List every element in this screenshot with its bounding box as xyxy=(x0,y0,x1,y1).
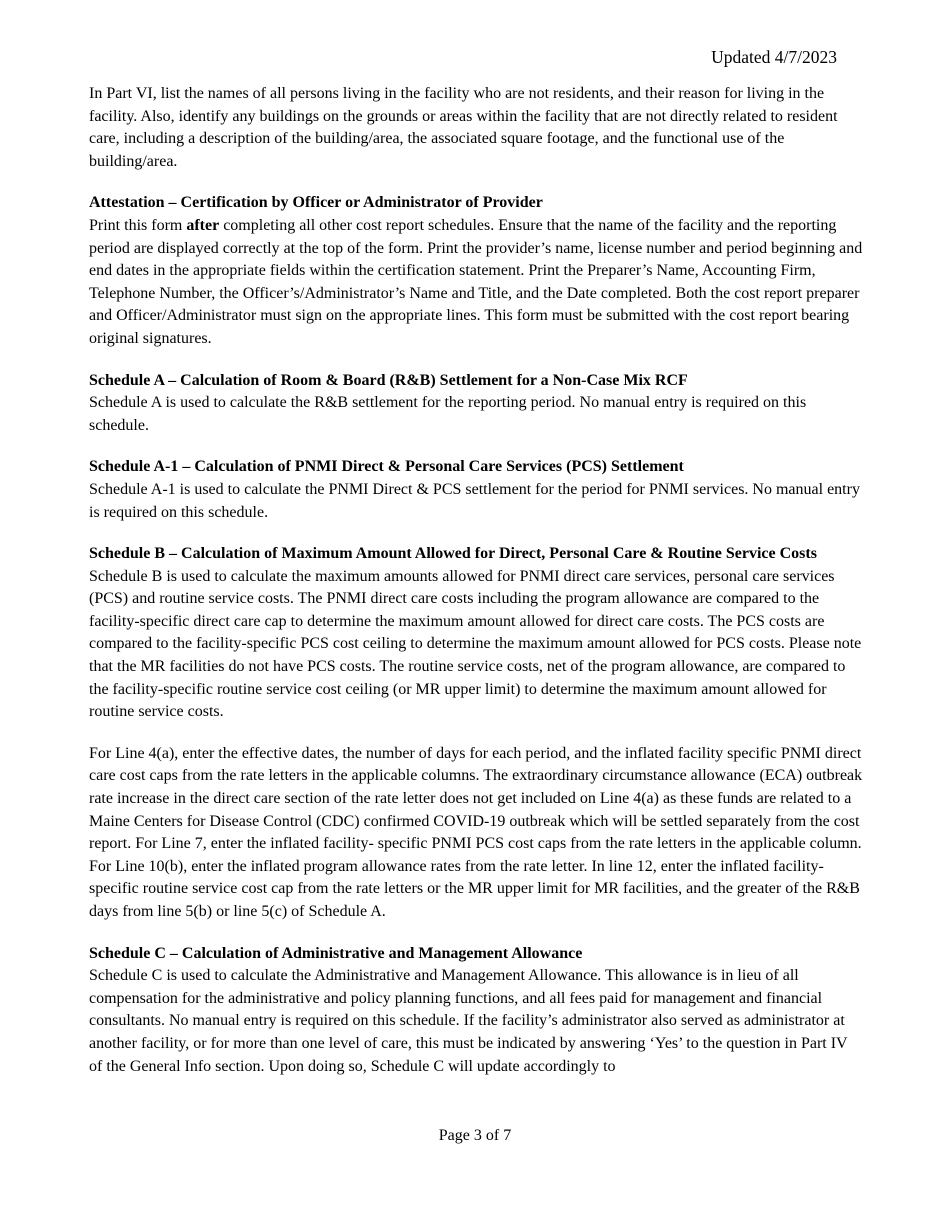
schedule-b-lines-paragraph: For Line 4(a), enter the effective dates, the number of days for each period, and the inflated facility specific PNMI direct care cost caps from the rate letters in the applicable columns. The extraordinary circumstance allowance (ECA) outbreak rate increase in the direct care section of the rate letter does not get included on Line 4(a) as these funds are related to a Maine Centers for Disease Control (CDC) confirmed COVID-19 outbreak which will be settled separately from the cost report. For Line 7, enter the inflated facility- specific PNMI PCS cost caps from the rate letters in the applicable column. For Line 10(b), enter the inflated program allowance rates from the rate letter. In line 12, enter the inflated facility-specific routine service cost cap from the rate letters or the MR upper limit for MR facilities, and the greater of the R&B days from line 5(b) or line 5(c) of Schedule A. xyxy=(89,744,863,920)
schedule-a1-section xyxy=(89,456,864,524)
attestation-text-before: Print this form xyxy=(89,216,187,234)
page-number: Page 3 of 7 xyxy=(438,1127,512,1144)
schedule-a1-heading: Schedule A-1 – Calculation of PNMI Direct & Personal Care Services (PCS) Settlement xyxy=(89,458,684,476)
part-vi-paragraph: In Part VI, list the names of all persons living in the facility who are not residents, and their reason for living in the facility. Also, identify any buildings on the grounds or areas within the facility that are not directly related to resident care, including a description of the building/area, the associated square footage, and the functional use of the building/area. xyxy=(89,85,838,170)
schedule-b-heading: Schedule B – Calculation of Maximum Amount Allowed for Direct, Personal Care & Routine Service Costs xyxy=(89,545,817,563)
part-vi-section xyxy=(89,83,864,173)
schedule-b-lines-section xyxy=(89,743,864,924)
attestation-heading: Attestation – Certification by Officer or Administrator of Provider xyxy=(89,194,543,212)
schedule-a-paragraph: Schedule A is used to calculate the R&B settlement for the reporting period. No manual entry is required on this schedule. xyxy=(89,394,807,434)
attestation-text-bold: after xyxy=(186,216,220,234)
schedule-b-paragraph: Schedule B is used to calculate the maximum amounts allowed for PNMI direct care services, personal care services (PCS) and routine service costs. The PNMI direct care costs including the program allowance are compared to the facility-specific direct care cap to determine the maximum amount allowed for direct care costs. The PCS costs are compared to the facility-specific PCS cost ceiling to determine the maximum amount allowed for PCS costs. Please note that the MR facilities do not have PCS costs. The routine service costs, net of the program allowance, are compared to the facility-specific routine service cost ceiling (or MR upper limit) to determine the maximum amount allowed for routine service costs. xyxy=(89,567,862,721)
attestation-section xyxy=(89,192,864,350)
schedule-a-section xyxy=(89,370,864,438)
schedule-c-section xyxy=(89,943,864,1079)
updated-date: Updated 4/7/2023 xyxy=(711,47,837,67)
schedule-c-paragraph: Schedule C is used to calculate the Administrative and Management Allowance. This allowance is in lieu of all compensation for the administrative and policy planning functions, and all fees paid for management and financial consultants. No manual entry is required on this schedule. If the facility’s administrator also served as administrator at another facility, or for more than one level of care, this must be indicated by answering ‘Yes’ to the question in Part IV of the General Info section. Upon doing so, Schedule C will update accordingly to xyxy=(89,967,848,1075)
attestation-paragraph xyxy=(89,215,864,351)
schedule-a-heading: Schedule A – Calculation of Room & Board (R&B) Settlement for a Non-Case Mix RCF xyxy=(89,371,688,389)
attestation-text-after: completing all other cost report schedules. Ensure that the name of the facility and the reporting period are displayed correctly at the top of the form. Print the provider’s name, license number and period beginning and end dates in the appropriate fields within the certification statement. Print the Preparer’s Name, Accounting Firm, Telephone Number, the Officer’s/Administrator’s Name and Title, and the Date completed. Both the cost report preparer and Officer/Administrator must sign on the appropriate lines. This form must be submitted with the cost report bearing original signatures. xyxy=(89,216,863,347)
document-body xyxy=(89,83,864,1078)
schedule-c-heading: Schedule C – Calculation of Administrative and Management Allowance xyxy=(89,944,583,962)
schedule-a1-paragraph: Schedule A-1 is used to calculate the PNMI Direct & PCS settlement for the period for PNMI services. No manual entry is required on this schedule. xyxy=(89,480,860,521)
schedule-b-section xyxy=(89,543,864,724)
